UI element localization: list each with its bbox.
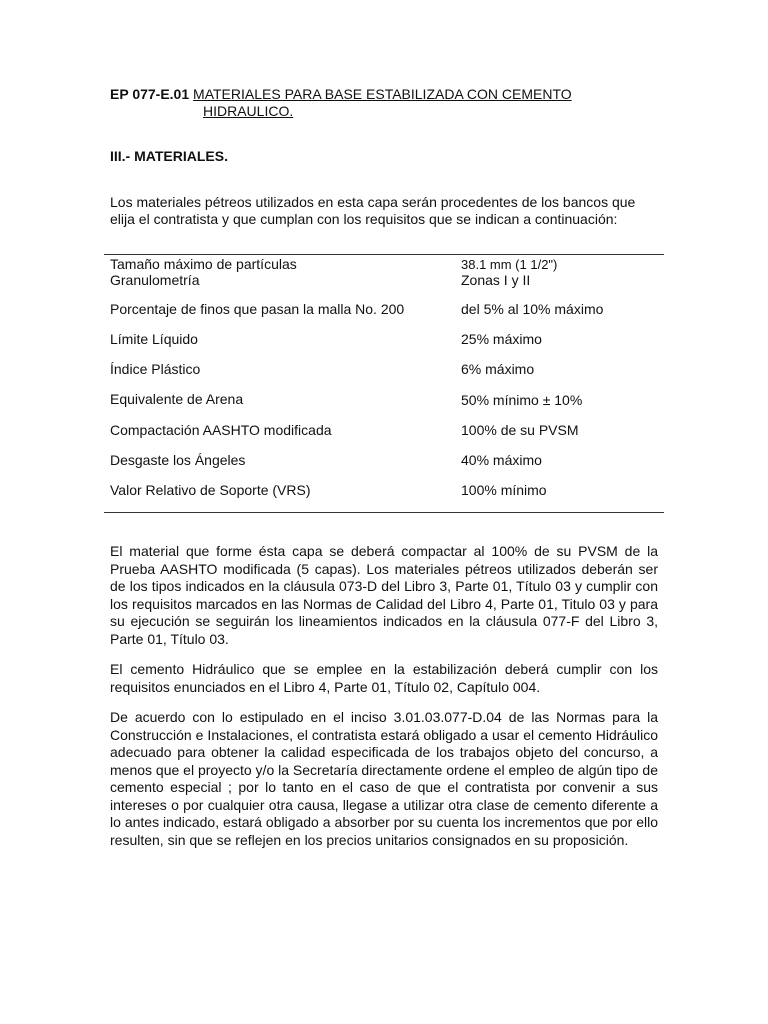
- spec-label: Porcentaje de finos que pasan la malla No. 200: [110, 301, 405, 317]
- spec-label: Equivalente de Arena: [110, 391, 244, 407]
- spec-value: del 5% al 10% máximo: [461, 301, 604, 317]
- spec-label: Granulometría: [110, 272, 200, 288]
- spec-label: Valor Relativo de Soporte (VRS): [110, 482, 311, 498]
- spec-code: EP 077-E.01: [110, 86, 190, 102]
- body-paragraph: El cemento Hidráulico que se emplee en la estabilización deberá cumplir con los requisitos enunciados en el Libro 4, Parte 01, Título 02, Capítulo 004.: [110, 661, 658, 695]
- document-heading: [110, 86, 572, 119]
- spec-label: Índice Plástico: [110, 361, 201, 377]
- spec-label: Tamaño máximo de partículas: [110, 256, 297, 272]
- spec-label: Límite Líquido: [110, 331, 198, 347]
- spec-value: 50% mínimo ± 10%: [461, 392, 583, 408]
- intro-paragraph: Los materiales pétreos utilizados en esta capa serán procedentes de los bancos que elija el contratista y que cumplan con los requisitos que se indican a continuación:: [110, 194, 636, 227]
- spec-title-line1: MATERIALES PARA BASE ESTABILIZADA CON CEMENTO: [193, 86, 572, 102]
- spec-title-line2: HIDRAULICO.: [203, 103, 294, 119]
- spec-value: 6% máximo: [461, 361, 535, 377]
- spec-label: Desgaste los Ángeles: [110, 452, 246, 468]
- table-bottom-rule: [104, 512, 664, 513]
- body-paragraph: De acuerdo con lo estipulado en el inciso 3.01.03.077-D.04 de las Normas para la Construcción e Instalaciones, el contratista estará obligado a usar el cemento Hidráulico adecuado para obtener la calidad especificada de los trabajos objeto del concurso, a menos que el proyecto y/o la Secretaría directamente ordene el empleo de algún tipo de cemento especial ; por lo tanto en el caso de que el contratista por convenir a sus intereses o por cualquier otra causa, llegase a utilizar otra clase de cemento diferente a lo antes indicado, estará obligado a absorber por su cuenta los incrementos que por ello resulten, sin que se reflejen en los precios unitarios consignados en su proposición.: [110, 709, 658, 848]
- spec-label: Compactación AASHTO modificada: [110, 422, 332, 438]
- spec-value: 100% de su PVSM: [461, 422, 579, 438]
- spec-value: 100% mínimo: [461, 482, 547, 498]
- section-title: III.- MATERIALES.: [110, 148, 228, 164]
- spec-value: 38.1 mm (1 1/2"): [461, 257, 558, 272]
- table-top-rule: [104, 254, 664, 255]
- spec-value: 25% máximo: [461, 331, 542, 347]
- body-paragraph: El material que forme ésta capa se deberá compactar al 100% de su PVSM de la Prueba AASHTO modificada (5 capas). Los materiales pétreos utilizados deberán ser de los tipos indicados en la cláusula 073-D del Libro 3, Parte 01, Título 03 y cumplir con los requisitos marcados en las Normas de Calidad del Libro 4, Parte 01, Titulo 03 y para su ejecución se seguirán los lineamientos indicados en la cláusula 077-F del Libro 3, Parte 01, Título 03.: [110, 543, 658, 647]
- spec-value: Zonas I y II: [461, 272, 531, 288]
- spec-value: 40% máximo: [461, 452, 542, 468]
